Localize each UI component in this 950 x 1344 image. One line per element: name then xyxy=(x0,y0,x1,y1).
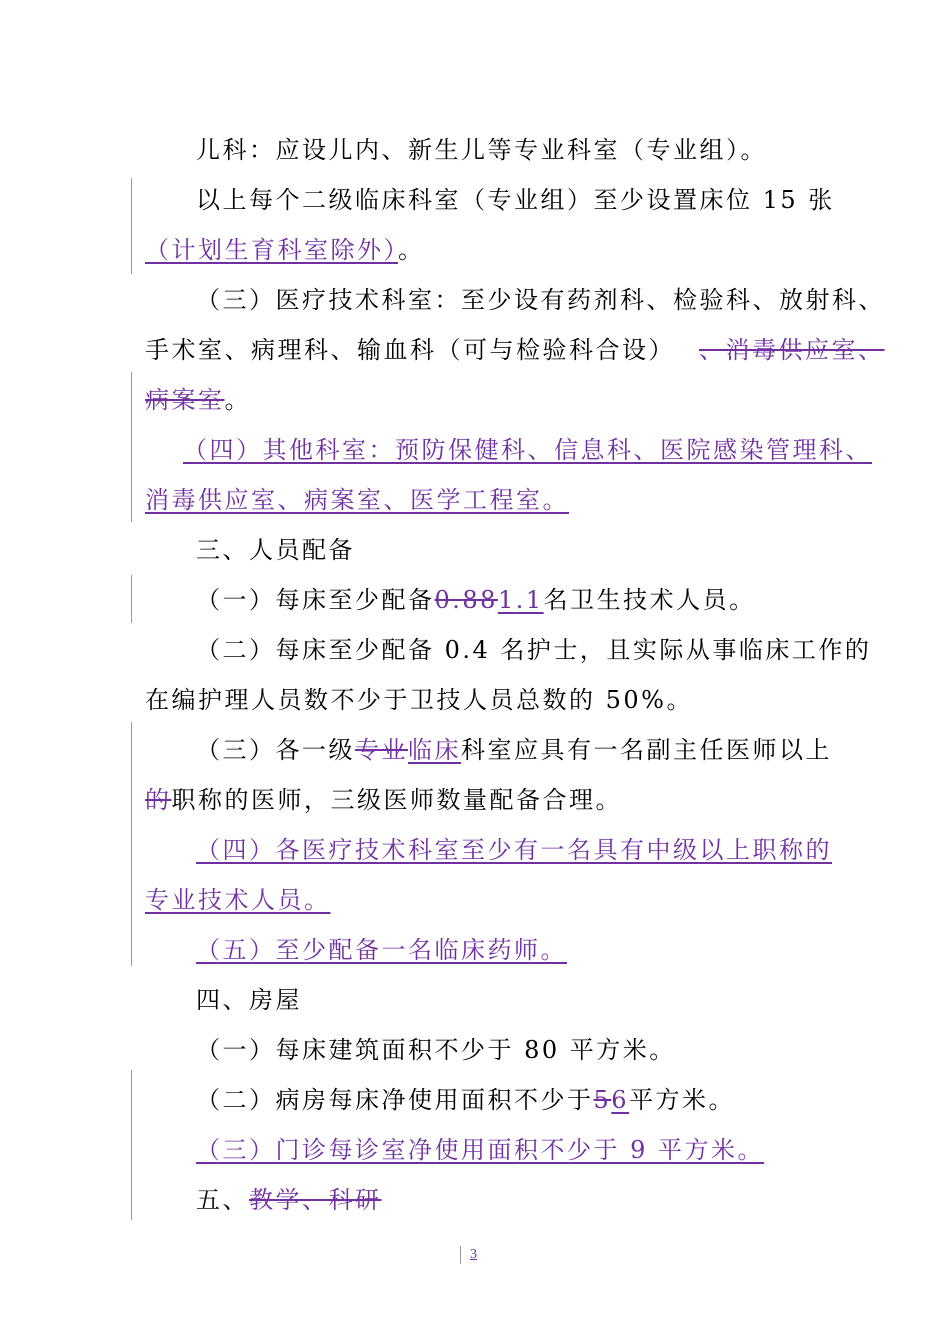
paragraph-line xyxy=(145,385,251,415)
text-run: 科室应具有一名副主任医师以上 xyxy=(461,736,832,764)
text-run: 名卫生技术人员。 xyxy=(543,586,756,614)
paragraph-line: 儿科：应设儿内、新生儿等专业科室（专业组）。 xyxy=(196,136,767,164)
page-number: 3 xyxy=(470,1247,477,1262)
deleted-text: 专业 xyxy=(355,736,408,764)
paragraph-line xyxy=(145,885,331,915)
deleted-text: 0.88 xyxy=(434,586,498,614)
inserted-text: （计划生育科室除外） xyxy=(145,236,398,264)
deleted-text: 、消毒供应室、 xyxy=(699,336,885,364)
change-bar xyxy=(131,575,132,623)
inserted-text: 专业技术人员。 xyxy=(145,886,331,914)
section-heading: 四、房屋 xyxy=(196,986,302,1014)
text-run: 手术室、病理科、输血科（可与检验科合设） xyxy=(145,336,675,364)
paragraph-line xyxy=(196,735,832,765)
text-run: 职称的医师，三级医师数量配备合理。 xyxy=(171,786,622,814)
paragraph-line xyxy=(196,1085,735,1115)
paragraph-line xyxy=(196,835,832,865)
change-bar xyxy=(131,722,132,966)
change-bar xyxy=(131,1070,132,1220)
paragraph-line xyxy=(196,585,756,615)
inserted-text: 1.1 xyxy=(497,586,544,614)
paragraph-line: （三）医疗技术科室：至少设有药剂科、检验科、放射科、 xyxy=(196,286,885,314)
section-heading: 三、人员配备 xyxy=(196,536,355,564)
text-run: 五、 xyxy=(196,1186,249,1214)
paragraph-line xyxy=(183,435,872,465)
inserted-text: （四）各医疗技术科室至少有一名具有中级以上职称的 xyxy=(196,836,832,864)
text-run: 。 xyxy=(398,236,425,264)
text-run: 。 xyxy=(224,386,251,414)
paragraph-line: （一）每床建筑面积不少于 80 平方米。 xyxy=(196,1036,676,1064)
inserted-text: 6 xyxy=(611,1086,630,1114)
footer-divider xyxy=(460,1246,461,1264)
section-heading xyxy=(196,1185,382,1215)
paragraph-line: 在编护理人员数不少于卫技人员总数的 50%。 xyxy=(145,686,693,714)
inserted-text: 临床 xyxy=(408,736,461,764)
text-run: （一）每床至少配备 xyxy=(196,586,435,614)
deleted-text: 教学、科研 xyxy=(249,1186,382,1214)
inserted-text: （四）其他科室：预防保健科、信息科、医院感染管理科、 xyxy=(183,436,872,464)
paragraph-line xyxy=(145,235,425,265)
paragraph-line xyxy=(145,485,569,515)
deleted-text: 病案室 xyxy=(145,386,225,414)
inserted-text: 消毒供应室、病案室、医学工程室。 xyxy=(145,486,569,514)
paragraph-line xyxy=(196,1135,764,1165)
paragraph-line: 以上每个二级临床科室（专业组）至少设置床位 15 张 xyxy=(196,186,835,214)
paragraph-line: （二）每床至少配备 0.4 名护士，且实际从事临床工作的 xyxy=(196,636,872,664)
change-bar xyxy=(131,178,132,274)
inserted-text: （三）门诊每诊室净使用面积不少于 9 平方米。 xyxy=(196,1136,765,1164)
paragraph-line xyxy=(145,335,885,365)
text-run: （三）各一级 xyxy=(196,736,355,764)
text-run: 平方米。 xyxy=(629,1086,736,1114)
inserted-text: （五）至少配备一名临床药师。 xyxy=(196,936,567,964)
deleted-text: 的 xyxy=(145,786,172,814)
text-run: （二）病房每床净使用面积不少于 xyxy=(196,1086,594,1114)
change-bar xyxy=(131,372,132,522)
paragraph-line xyxy=(145,785,622,815)
paragraph-line xyxy=(196,935,567,965)
deleted-text: 5 xyxy=(593,1086,612,1114)
